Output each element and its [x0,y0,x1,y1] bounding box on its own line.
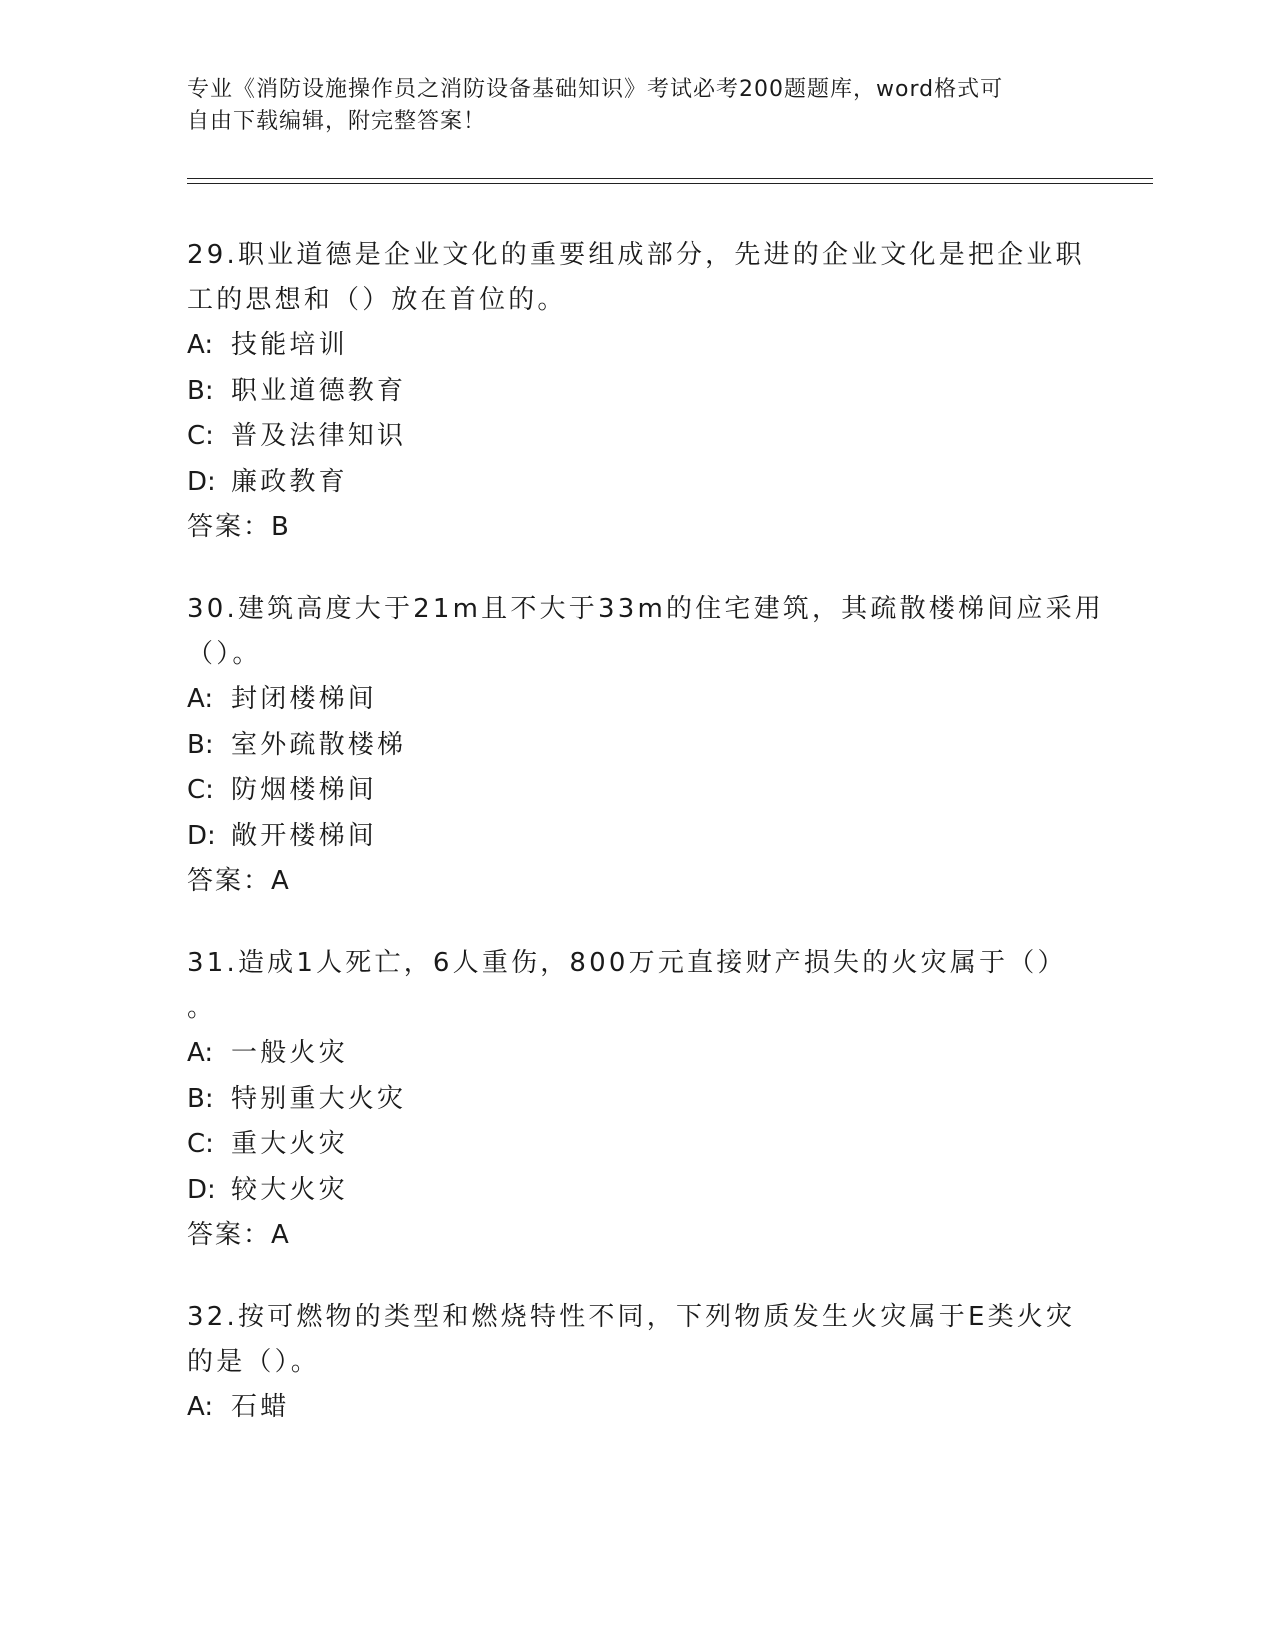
option-letter: C: [187,421,214,451]
option-c [187,414,1087,460]
option-text: 室外疏散楼梯 [231,729,407,760]
document-header [187,74,1067,138]
option-letter: D: [187,1174,216,1205]
question-30 [187,587,1104,904]
header-line-2: 自由下载编辑，附完整答案！ [187,109,487,134]
question-text-line: 工的思想和（）放在首位的。 [187,285,567,315]
option-text: 石蜡 [231,1392,290,1422]
option-letter: D: [187,820,216,851]
question-text-line: 30.建筑高度大于21m且不大于33m的住宅建筑，其疏散楼梯间应采用 [187,594,1104,624]
option-c [187,768,1087,814]
option-text: 职业道德教育 [231,375,407,406]
option-b [187,369,1087,415]
question-text-line: 的是（）。 [187,1347,321,1377]
question-31 [187,941,1087,1258]
option-text: 技能培训 [231,330,348,360]
option-text: 敞开楼梯间 [231,820,378,851]
option-letter: A: [187,330,214,360]
option-text: 封闭楼梯间 [231,684,378,714]
option-text: 特别重大火灾 [231,1083,407,1114]
option-text: 一般火灾 [231,1038,348,1068]
option-text: 普及法律知识 [231,421,407,451]
question-29 [187,233,1087,550]
option-letter: B: [187,729,214,760]
option-d [187,460,1087,506]
option-d [187,814,1087,860]
question-text-line: 。 [187,993,217,1023]
question-text-line: 31.造成1人死亡，6人重伤，800万元直接财产损失的火灾属于（） [187,948,1067,978]
option-a [187,1385,1087,1431]
answer-line: 答案：A [187,1220,291,1250]
option-d [187,1168,1087,1214]
option-letter: A: [187,684,214,714]
header-line-1: 专业《消防设施操作员之消防设备基础知识》考试必考200题题库，word格式可 [187,77,1004,102]
answer-line: 答案：A [187,866,291,896]
option-letter: A: [187,1038,214,1068]
option-c [187,1122,1087,1168]
option-letter: C: [187,1129,214,1159]
question-list [187,233,1104,1468]
option-letter: B: [187,1083,214,1114]
option-letter: A: [187,1392,214,1422]
question-text-line: 32.按可燃物的类型和燃烧特性不同，下列物质发生火灾属于E类火灾 [187,1302,1076,1332]
header-divider-top [187,178,1153,179]
question-text-line: （）。 [187,639,262,669]
option-b [187,723,1087,769]
option-text: 防烟楼梯间 [231,775,378,805]
question-32 [187,1295,1087,1431]
option-text: 廉政教育 [231,466,348,497]
option-text: 重大火灾 [231,1129,348,1159]
option-a [187,323,1087,369]
answer-line: 答案：B [187,512,291,542]
option-letter: D: [187,466,216,497]
option-a [187,1031,1087,1077]
option-b [187,1077,1087,1123]
option-text: 较大火灾 [231,1174,348,1205]
option-letter: B: [187,375,214,406]
option-a [187,677,1087,723]
question-text-line: 29.职业道德是企业文化的重要组成部分，先进的企业文化是把企业职 [187,240,1085,270]
option-letter: C: [187,775,214,805]
header-divider-bottom [187,183,1153,184]
